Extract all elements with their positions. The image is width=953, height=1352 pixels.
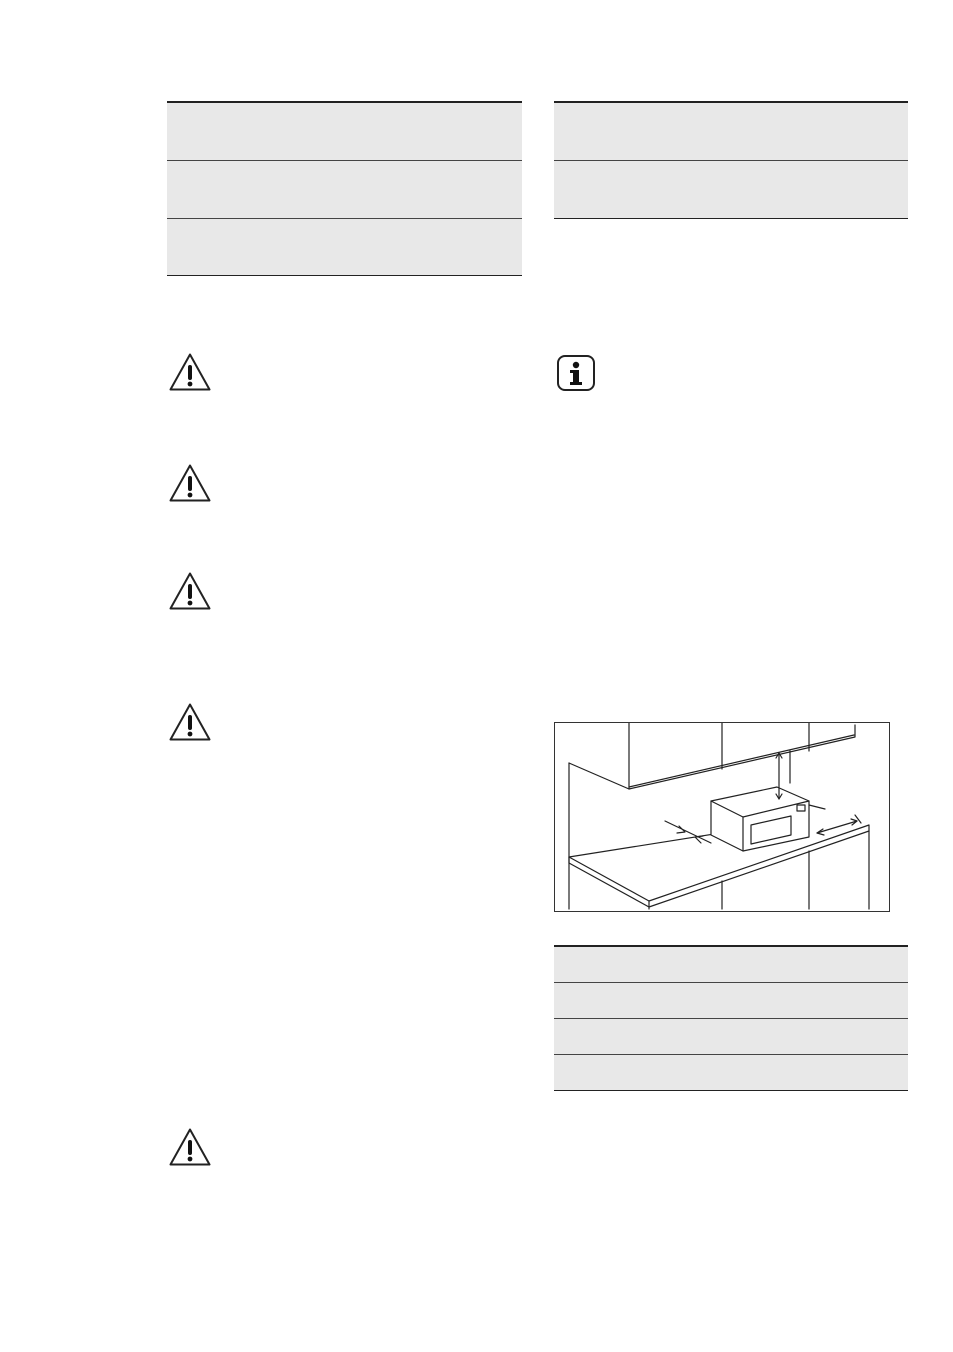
warning-triangle-icon: [168, 702, 212, 742]
table-row: [167, 161, 522, 219]
warning-triangle-icon: [168, 463, 212, 503]
table-row: [554, 103, 908, 161]
table-row: [554, 161, 908, 219]
installation-diagram: [554, 722, 890, 912]
right-specification-table: [554, 101, 908, 219]
clearance-table: [554, 945, 908, 1091]
info-icon: [556, 354, 596, 392]
table-row: [554, 1019, 908, 1055]
warning-triangle-icon: [168, 352, 212, 392]
warning-triangle-icon: [168, 1127, 212, 1167]
warning-triangle-icon: [168, 571, 212, 611]
table-row: [554, 1055, 908, 1091]
table-row: [554, 947, 908, 983]
table-row: [554, 983, 908, 1019]
left-specification-table: [167, 101, 522, 276]
table-row: [167, 219, 522, 276]
installation-diagram-drawing: [555, 723, 889, 911]
table-row: [167, 103, 522, 161]
